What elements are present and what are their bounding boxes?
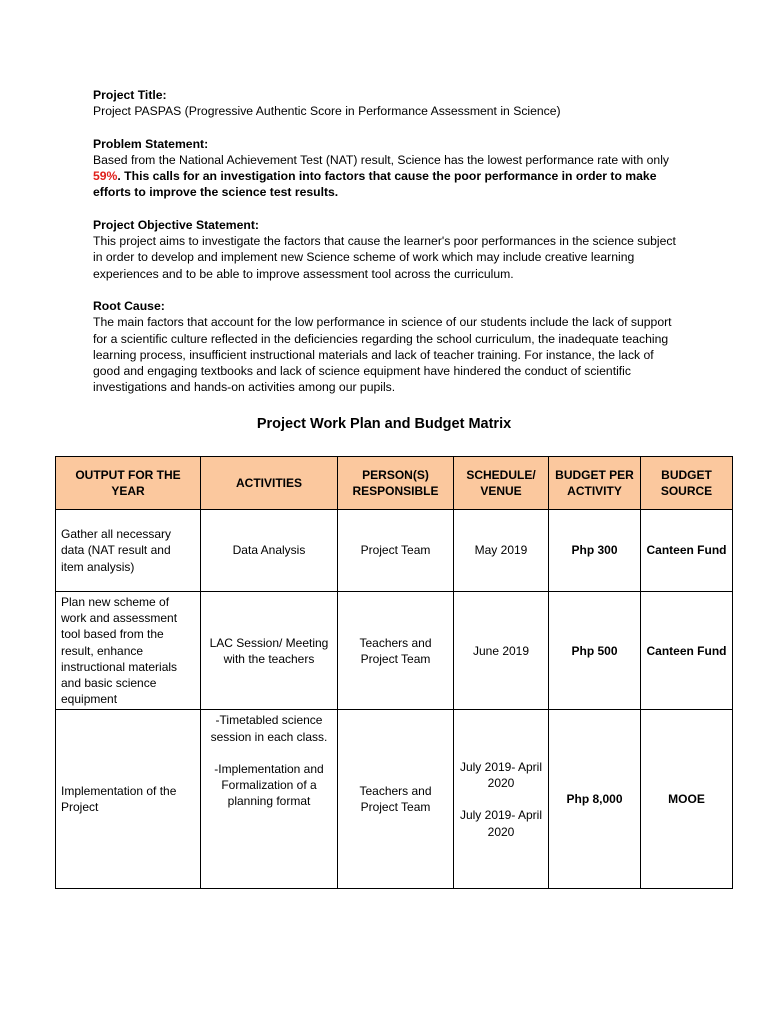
table-row [56, 510, 733, 592]
problem-statement-section [93, 136, 683, 201]
row-persons: Project Team [338, 510, 454, 592]
row-schedule-2: July 2019- April 2020 [459, 808, 543, 839]
row-source: Canteen Fund [641, 592, 733, 710]
problem-text-before: Based from the National Achievement Test (NAT) result, Science has the lowest performance rate with only [93, 152, 670, 167]
header-output: OUTPUT FOR THE YEAR [56, 457, 201, 510]
performance-rate-highlight: 59% [93, 169, 118, 184]
table-row [56, 592, 733, 710]
root-cause-label: Root Cause: [93, 298, 165, 313]
row-output: Gather all necessary data (NAT result and item analysis) [56, 510, 201, 592]
problem-statement-label: Problem Statement: [93, 136, 209, 151]
row-schedule: June 2019 [454, 592, 549, 710]
table-header-row [56, 457, 733, 510]
row-persons: Teachers and Project Team [338, 710, 454, 889]
problem-statement-text [93, 152, 683, 201]
row-output: Plan new scheme of work and assessment tool based from the result, enhance instructional materials and basic science equipment [56, 592, 201, 710]
work-plan-table [55, 456, 733, 889]
project-title-section [93, 87, 683, 120]
row-budget: Php 8,000 [549, 710, 641, 889]
project-title-label: Project Title: [93, 88, 167, 102]
objective-statement-section [93, 217, 683, 282]
row-schedule: May 2019 [454, 510, 549, 592]
table-row [56, 710, 733, 889]
row-activity: LAC Session/ Meeting with the teachers [201, 592, 338, 710]
row-budget: Php 500 [549, 592, 641, 710]
row-schedules [454, 710, 549, 889]
row-source: MOOE [641, 710, 733, 889]
document-body [93, 87, 683, 412]
row-output: Implementation of the Project [56, 710, 201, 889]
matrix-title: Project Work Plan and Budget Matrix [256, 416, 512, 432]
header-source: BUDGET SOURCE [641, 457, 733, 510]
row-activity-2: -Implementation and Formalization of a planning format [214, 761, 324, 809]
root-cause-text: The main factors that account for the low performance in science of our students include the lack of support for a scientific culture reflected in the deficiencies regarding the school curriculum, the inadequate teaching learning process, insufficient instructional materials and lack of teacher training. For instance, the lack of good and engaging textbooks and lack of science equipment have hindered the conduct of scientific investigations and hands-on activities among our pupils. [93, 315, 672, 395]
project-title-text: Project PASPAS (Progressive Authentic Score in Performance Assessment in Science) [93, 104, 561, 119]
row-persons: Teachers and Project Team [338, 592, 454, 710]
row-schedule-1: July 2019- April 2020 [459, 760, 543, 791]
objective-statement-label: Project Objective Statement: [93, 217, 259, 232]
row-budget: Php 300 [549, 510, 641, 592]
row-activity-1: -Timetabled science session in each class. [210, 713, 328, 744]
row-activity: Data Analysis [201, 510, 338, 592]
problem-text-after: . This calls for an investigation into factors that cause the poor performance in order to make efforts to improve the science test results. [93, 169, 657, 200]
header-activities: ACTIVITIES [201, 457, 338, 510]
header-budget: BUDGET PER ACTIVITY [549, 457, 641, 510]
header-persons: PERSON(S) RESPONSIBLE [338, 457, 454, 510]
objective-statement-text: This project aims to investigate the factors that cause the learner's poor performances in the science subject in order to develop and implement new Science scheme of work which may include creative learning experiences and to be able to improve assessment tool across the curriculum. [93, 234, 676, 281]
row-activities [201, 710, 338, 889]
row-source: Canteen Fund [641, 510, 733, 592]
header-schedule: SCHEDULE/ VENUE [454, 457, 549, 510]
root-cause-section [93, 298, 683, 396]
